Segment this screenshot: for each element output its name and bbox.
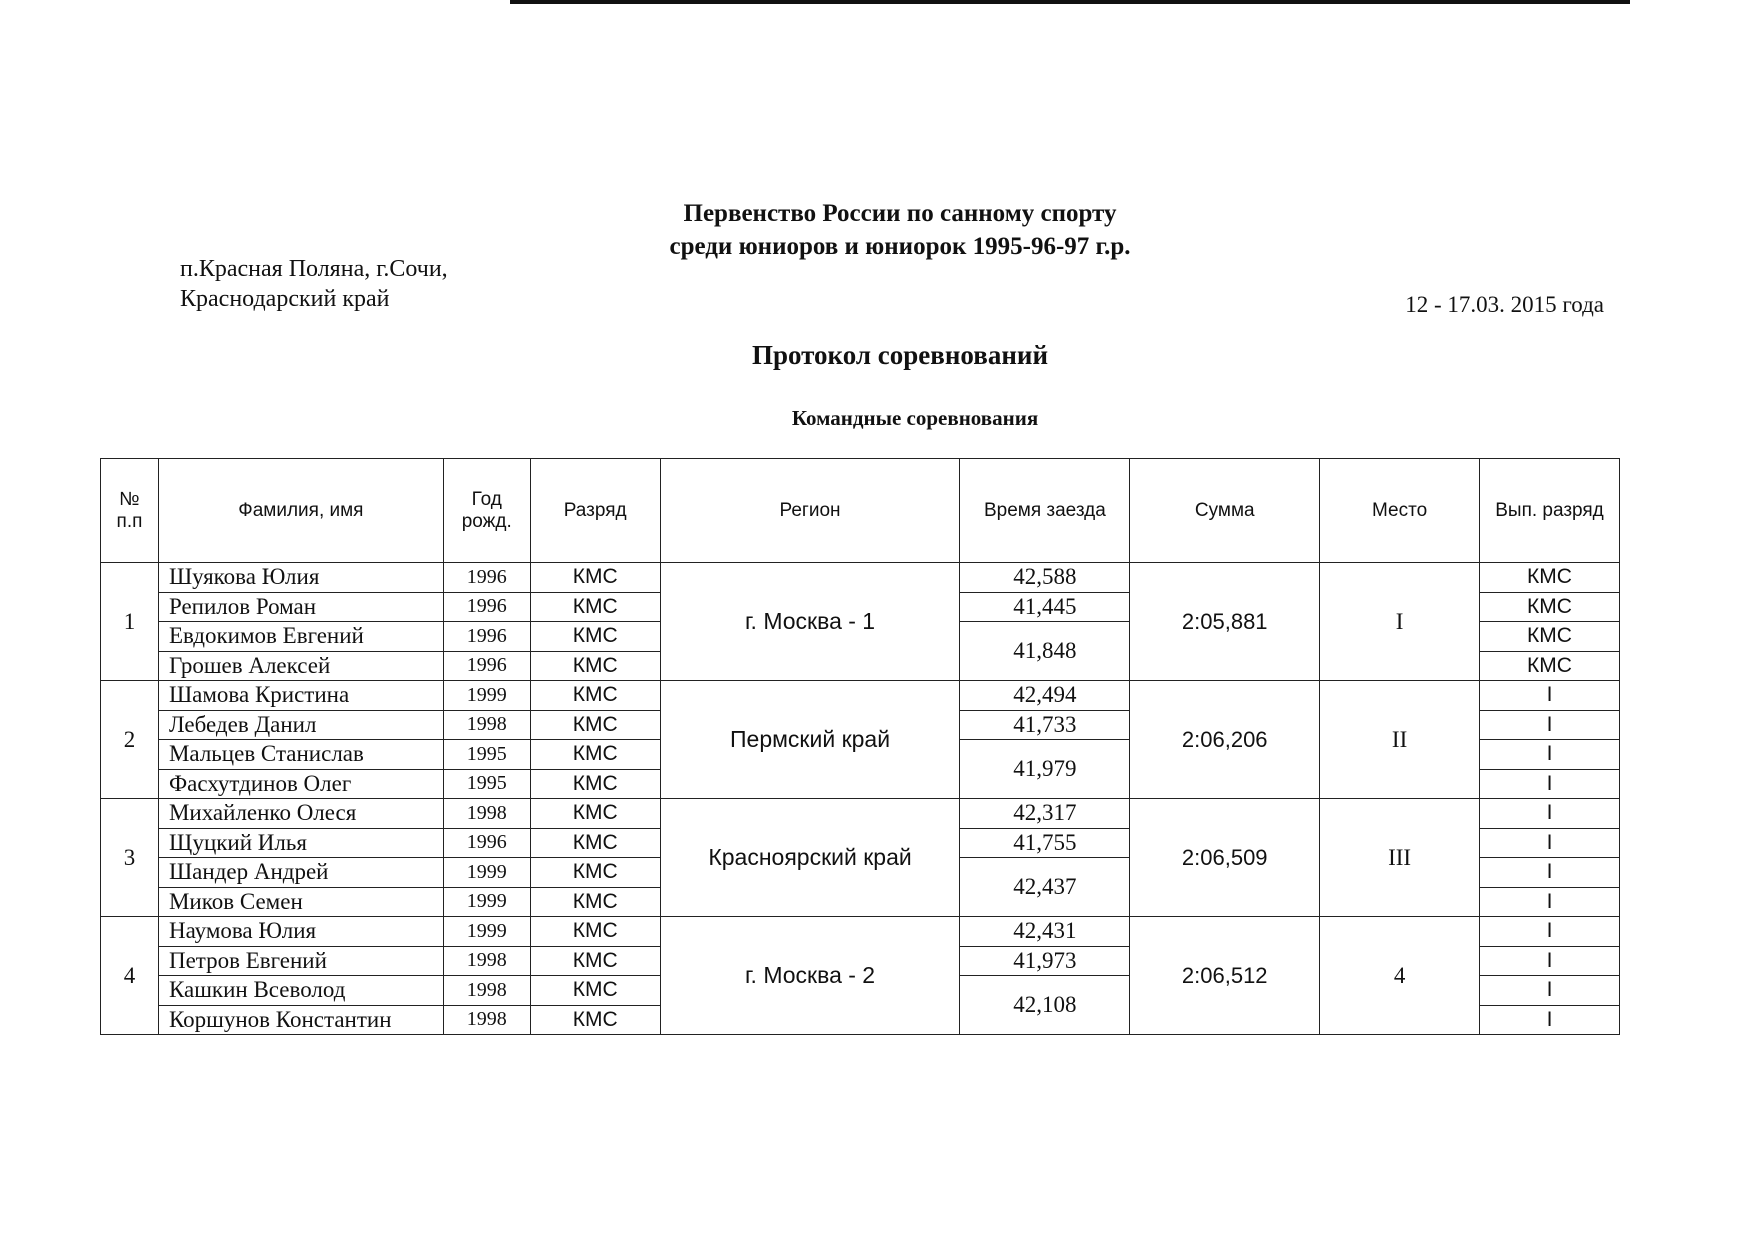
athlete-rank: КМС [530,740,660,770]
team-place: I [1320,563,1480,681]
birth-year: 1998 [443,799,530,829]
run-time: 41,848 [960,622,1130,681]
athlete-name: Лебедев Данил [158,710,443,740]
document-title: Первенство России по санному спорту [683,200,1117,227]
run-time: 42,317 [960,799,1130,829]
achieved-rank: I [1480,799,1620,829]
run-time: 42,494 [960,681,1130,711]
header-place: Место [1320,459,1480,563]
achieved-rank: КМС [1480,651,1620,681]
achieved-rank: I [1480,1005,1620,1035]
achieved-rank: КМС [1480,563,1620,593]
athlete-rank: КМС [530,976,660,1006]
athlete-name: Шамова Кристина [158,681,443,711]
athlete-name: Евдокимов Евгений [158,622,443,652]
run-time: 41,755 [960,828,1130,858]
run-time: 41,979 [960,740,1130,799]
run-time: 41,445 [960,592,1130,622]
team-region: Красноярский край [660,799,960,917]
run-time: 41,973 [960,946,1130,976]
athlete-rank: КМС [530,946,660,976]
competition-date: 12 - 17.03. 2015 года [1405,292,1604,317]
birth-year: 1995 [443,769,530,799]
athlete-rank: КМС [530,622,660,652]
athlete-rank: КМС [530,563,660,593]
team-sum: 2:06,509 [1130,799,1320,917]
birth-year: 1996 [443,828,530,858]
athlete-rank: КМС [530,1005,660,1035]
birth-year: 1996 [443,651,530,681]
birth-year: 1996 [443,622,530,652]
athlete-name: Шуякова Юлия [158,563,443,593]
header-rank: Разряд [530,459,660,563]
team-region: г. Москва - 2 [660,917,960,1035]
athlete-name: Михайленко Олеся [158,799,443,829]
team-sum: 2:06,206 [1130,681,1320,799]
birth-year: 1999 [443,917,530,947]
athlete-name: Коршунов Константин [158,1005,443,1035]
achieved-rank: I [1480,887,1620,917]
birth-year: 1996 [443,563,530,593]
team-number: 2 [101,681,159,799]
achieved-rank: I [1480,917,1620,947]
athlete-name: Миков Семен [158,887,443,917]
team-number: 1 [101,563,159,681]
birth-year: 1998 [443,976,530,1006]
team-place: III [1320,799,1480,917]
header-result-rank: Вып. разряд [1480,459,1620,563]
birth-year: 1998 [443,710,530,740]
athlete-rank: КМС [530,828,660,858]
team-region: г. Москва - 1 [660,563,960,681]
athlete-rank: КМС [530,592,660,622]
results-table [100,458,1620,1035]
run-time: 42,588 [960,563,1130,593]
birth-year: 1999 [443,887,530,917]
birth-year: 1999 [443,681,530,711]
run-time: 42,437 [960,858,1130,917]
achieved-rank: I [1480,681,1620,711]
birth-year: 1999 [443,858,530,888]
athlete-rank: КМС [530,917,660,947]
protocol-heading: Протокол соревнований [751,340,1048,370]
location [180,254,448,314]
athlete-name: Шандер Андрей [158,858,443,888]
header-time: Время заезда [960,459,1130,563]
athlete-name: Наумова Юлия [158,917,443,947]
achieved-rank: I [1480,710,1620,740]
athlete-name: Кашкин Всеволод [158,976,443,1006]
achieved-rank: КМС [1480,622,1620,652]
header-sum: Сумма [1130,459,1320,563]
athlete-rank: КМС [530,858,660,888]
birth-year: 1998 [443,946,530,976]
athlete-name: Репилов Роман [158,592,443,622]
athlete-rank: КМС [530,799,660,829]
achieved-rank: I [1480,858,1620,888]
achieved-rank: I [1480,769,1620,799]
header-region: Регион [660,459,960,563]
run-time: 41,733 [960,710,1130,740]
athlete-name: Щуцкий Илья [158,828,443,858]
location-line2: Краснодарский край [180,286,390,312]
athlete-rank: КМС [530,651,660,681]
document-title-line2: среди юниоров и юниорок 1995-96-97 г.р. [669,233,1131,260]
run-time: 42,108 [960,976,1130,1035]
achieved-rank: КМС [1480,592,1620,622]
team-number: 4 [101,917,159,1035]
table-row [101,681,1620,711]
athlete-name: Мальцев Станислав [158,740,443,770]
run-time: 42,431 [960,917,1130,947]
achieved-rank: I [1480,976,1620,1006]
achieved-rank: I [1480,828,1620,858]
header-name: Фамилия, имя [158,459,443,563]
athlete-name: Фасхутдинов Олег [158,769,443,799]
athlete-rank: КМС [530,887,660,917]
team-sum: 2:06,512 [1130,917,1320,1035]
team-sum: 2:05,881 [1130,563,1320,681]
birth-year: 1998 [443,1005,530,1035]
section-subtitle: Командные соревнования [791,406,1039,430]
table-row [101,799,1620,829]
location-line1: п.Красная Поляна, г.Сочи, [180,256,448,282]
header-num: № п.п [101,459,159,563]
athlete-name: Петров Евгений [158,946,443,976]
team-region: Пермский край [660,681,960,799]
athlete-rank: КМС [530,769,660,799]
table-header-row [101,459,1620,563]
team-place: 4 [1320,917,1480,1035]
header-year: Год рожд. [443,459,530,563]
scan-top-edge [510,0,1630,4]
team-place: II [1320,681,1480,799]
achieved-rank: I [1480,740,1620,770]
team-number: 3 [101,799,159,917]
athlete-name: Грошев Алексей [158,651,443,681]
birth-year: 1995 [443,740,530,770]
achieved-rank: I [1480,946,1620,976]
table-row [101,917,1620,947]
table-row [101,563,1620,593]
birth-year: 1996 [443,592,530,622]
athlete-rank: КМС [530,710,660,740]
athlete-rank: КМС [530,681,660,711]
